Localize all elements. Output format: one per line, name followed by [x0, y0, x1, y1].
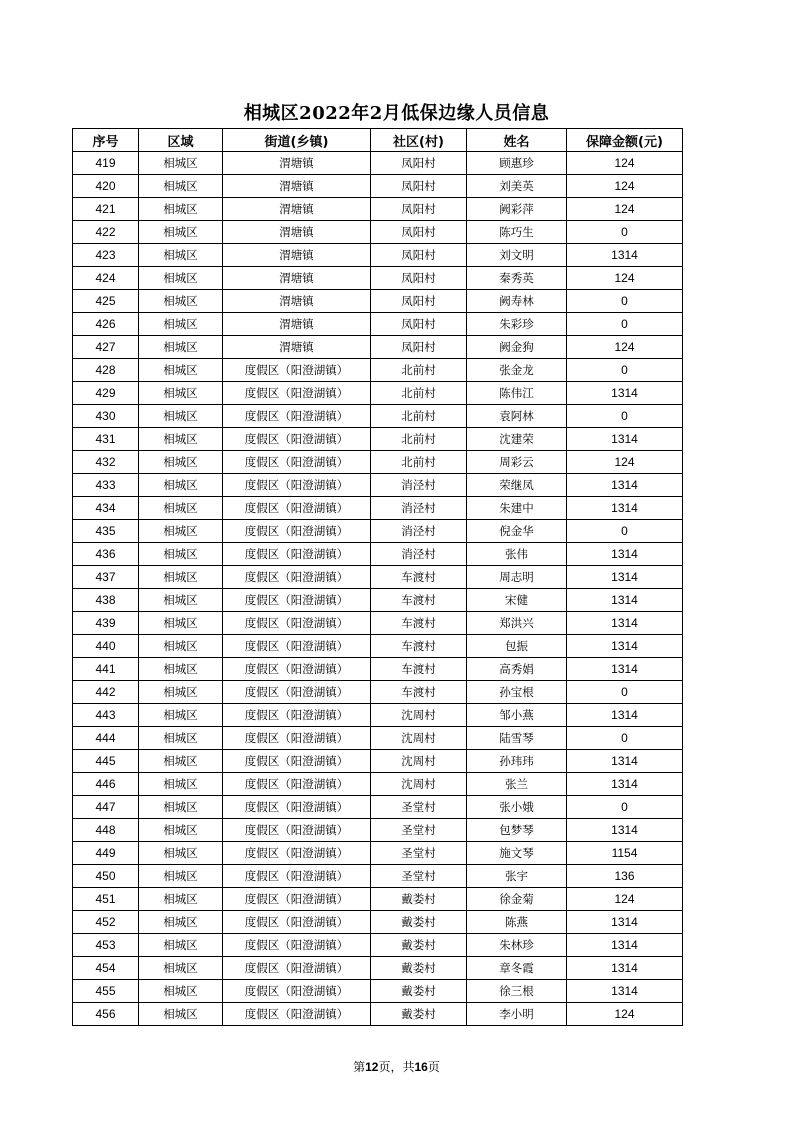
cell-amount: 136 [567, 865, 683, 888]
cell-street: 度假区（阳澄湖镇） [223, 359, 371, 382]
cell-amount: 1154 [567, 842, 683, 865]
cell-district: 相城区 [139, 474, 223, 497]
cell-community: 消泾村 [371, 543, 467, 566]
cell-amount: 1314 [567, 773, 683, 796]
cell-name: 朱彩珍 [467, 313, 567, 336]
cell-community: 圣堂村 [371, 796, 467, 819]
footer-total-pages: 16 [414, 1060, 428, 1074]
cell-district: 相城区 [139, 842, 223, 865]
cell-amount: 1314 [567, 934, 683, 957]
cell-name: 陈巧生 [467, 221, 567, 244]
roster-table [72, 128, 683, 1026]
cell-community: 凤阳村 [371, 152, 467, 175]
cell-name: 郑洪兴 [467, 612, 567, 635]
cell-name: 张兰 [467, 773, 567, 796]
cell-street: 度假区（阳澄湖镇） [223, 681, 371, 704]
cell-name: 张小娥 [467, 796, 567, 819]
cell-index: 431 [73, 428, 139, 451]
table-row [73, 911, 683, 934]
cell-community: 沈周村 [371, 773, 467, 796]
cell-name: 张金龙 [467, 359, 567, 382]
footer-middle: 页，共 [378, 1060, 415, 1074]
cell-street: 度假区（阳澄湖镇） [223, 773, 371, 796]
cell-amount: 0 [567, 520, 683, 543]
table-row [73, 773, 683, 796]
cell-index: 426 [73, 313, 139, 336]
cell-district: 相城区 [139, 382, 223, 405]
column-header-index: 序号 [73, 129, 139, 152]
cell-street: 渭塘镇 [223, 221, 371, 244]
cell-street: 渭塘镇 [223, 336, 371, 359]
cell-amount: 0 [567, 221, 683, 244]
table-row [73, 152, 683, 175]
cell-street: 度假区（阳澄湖镇） [223, 819, 371, 842]
cell-name: 徐金菊 [467, 888, 567, 911]
cell-name: 袁阿林 [467, 405, 567, 428]
cell-district: 相城区 [139, 267, 223, 290]
cell-district: 相城区 [139, 796, 223, 819]
cell-name: 刘美英 [467, 175, 567, 198]
cell-index: 450 [73, 865, 139, 888]
table-row [73, 934, 683, 957]
cell-district: 相城区 [139, 221, 223, 244]
table-row [73, 681, 683, 704]
cell-index: 447 [73, 796, 139, 819]
cell-index: 452 [73, 911, 139, 934]
table-row [73, 635, 683, 658]
table-row [73, 313, 683, 336]
cell-district: 相城区 [139, 497, 223, 520]
cell-index: 433 [73, 474, 139, 497]
cell-community: 车渡村 [371, 612, 467, 635]
cell-district: 相城区 [139, 175, 223, 198]
cell-name: 荣继凤 [467, 474, 567, 497]
table-row [73, 359, 683, 382]
cell-district: 相城区 [139, 589, 223, 612]
table-header-row [73, 129, 683, 152]
cell-name: 张宇 [467, 865, 567, 888]
cell-name: 宋健 [467, 589, 567, 612]
cell-street: 度假区（阳澄湖镇） [223, 543, 371, 566]
table-row [73, 474, 683, 497]
cell-street: 度假区（阳澄湖镇） [223, 704, 371, 727]
table-row [73, 405, 683, 428]
cell-index: 453 [73, 934, 139, 957]
table-row [73, 290, 683, 313]
cell-amount: 0 [567, 727, 683, 750]
cell-amount: 124 [567, 152, 683, 175]
cell-street: 度假区（阳澄湖镇） [223, 957, 371, 980]
cell-community: 戴娄村 [371, 911, 467, 934]
cell-street: 度假区（阳澄湖镇） [223, 635, 371, 658]
cell-index: 425 [73, 290, 139, 313]
cell-index: 456 [73, 1003, 139, 1026]
cell-name: 阙金狗 [467, 336, 567, 359]
cell-community: 北前村 [371, 428, 467, 451]
table-row [73, 658, 683, 681]
cell-index: 440 [73, 635, 139, 658]
table-row [73, 704, 683, 727]
cell-index: 455 [73, 980, 139, 1003]
cell-street: 度假区（阳澄湖镇） [223, 796, 371, 819]
table-row [73, 221, 683, 244]
table-body [73, 152, 683, 1026]
cell-district: 相城区 [139, 1003, 223, 1026]
cell-name: 朱林珍 [467, 934, 567, 957]
footer-suffix: 页 [427, 1060, 440, 1074]
cell-street: 渭塘镇 [223, 152, 371, 175]
cell-name: 秦秀英 [467, 267, 567, 290]
cell-community: 消泾村 [371, 520, 467, 543]
cell-index: 439 [73, 612, 139, 635]
cell-name: 李小明 [467, 1003, 567, 1026]
cell-community: 凤阳村 [371, 198, 467, 221]
cell-amount: 1314 [567, 635, 683, 658]
cell-district: 相城区 [139, 658, 223, 681]
cell-amount: 1314 [567, 750, 683, 773]
cell-amount: 1314 [567, 957, 683, 980]
table-row [73, 819, 683, 842]
cell-name: 陈伟江 [467, 382, 567, 405]
cell-index: 443 [73, 704, 139, 727]
cell-index: 424 [73, 267, 139, 290]
cell-amount: 1314 [567, 980, 683, 1003]
column-header-community: 社区(村) [371, 129, 467, 152]
cell-street: 度假区（阳澄湖镇） [223, 405, 371, 428]
cell-community: 消泾村 [371, 497, 467, 520]
cell-street: 度假区（阳澄湖镇） [223, 497, 371, 520]
cell-community: 车渡村 [371, 681, 467, 704]
table-row [73, 198, 683, 221]
cell-community: 北前村 [371, 405, 467, 428]
cell-community: 圣堂村 [371, 842, 467, 865]
cell-street: 度假区（阳澄湖镇） [223, 451, 371, 474]
cell-district: 相城区 [139, 727, 223, 750]
table-row [73, 175, 683, 198]
table-row [73, 888, 683, 911]
cell-street: 度假区（阳澄湖镇） [223, 934, 371, 957]
cell-name: 阙彩萍 [467, 198, 567, 221]
column-header-district: 区域 [139, 129, 223, 152]
table-row [73, 428, 683, 451]
cell-index: 430 [73, 405, 139, 428]
cell-street: 度假区（阳澄湖镇） [223, 750, 371, 773]
cell-district: 相城区 [139, 244, 223, 267]
cell-index: 436 [73, 543, 139, 566]
cell-index: 419 [73, 152, 139, 175]
cell-community: 凤阳村 [371, 313, 467, 336]
cell-district: 相城区 [139, 428, 223, 451]
column-header-amount: 保障金额(元) [567, 129, 683, 152]
cell-community: 车渡村 [371, 566, 467, 589]
cell-community: 沈周村 [371, 727, 467, 750]
cell-district: 相城区 [139, 681, 223, 704]
cell-street: 度假区（阳澄湖镇） [223, 865, 371, 888]
cell-name: 刘文明 [467, 244, 567, 267]
cell-index: 434 [73, 497, 139, 520]
cell-amount: 1314 [567, 543, 683, 566]
table-row [73, 957, 683, 980]
cell-district: 相城区 [139, 865, 223, 888]
cell-name: 包振 [467, 635, 567, 658]
cell-index: 441 [73, 658, 139, 681]
cell-district: 相城区 [139, 888, 223, 911]
cell-name: 朱建中 [467, 497, 567, 520]
cell-name: 张伟 [467, 543, 567, 566]
cell-amount: 1314 [567, 244, 683, 267]
cell-district: 相城区 [139, 911, 223, 934]
cell-name: 包梦琴 [467, 819, 567, 842]
cell-index: 454 [73, 957, 139, 980]
cell-index: 438 [73, 589, 139, 612]
cell-community: 凤阳村 [371, 336, 467, 359]
cell-index: 422 [73, 221, 139, 244]
cell-community: 凤阳村 [371, 267, 467, 290]
table-row [73, 382, 683, 405]
cell-amount: 124 [567, 1003, 683, 1026]
cell-community: 戴娄村 [371, 888, 467, 911]
cell-name: 周志明 [467, 566, 567, 589]
cell-district: 相城区 [139, 566, 223, 589]
cell-community: 凤阳村 [371, 290, 467, 313]
cell-name: 章冬霞 [467, 957, 567, 980]
cell-amount: 0 [567, 405, 683, 428]
cell-street: 渭塘镇 [223, 267, 371, 290]
table-row [73, 865, 683, 888]
cell-amount: 1314 [567, 382, 683, 405]
cell-district: 相城区 [139, 198, 223, 221]
table-row [73, 796, 683, 819]
footer-page-number: 12 [365, 1060, 379, 1074]
cell-district: 相城区 [139, 313, 223, 336]
cell-index: 449 [73, 842, 139, 865]
cell-community: 车渡村 [371, 589, 467, 612]
cell-street: 度假区（阳澄湖镇） [223, 612, 371, 635]
cell-name: 孙玮玮 [467, 750, 567, 773]
cell-amount: 0 [567, 290, 683, 313]
cell-community: 车渡村 [371, 635, 467, 658]
cell-name: 施文琴 [467, 842, 567, 865]
cell-amount: 1314 [567, 566, 683, 589]
cell-district: 相城区 [139, 635, 223, 658]
cell-district: 相城区 [139, 957, 223, 980]
page-footer [0, 1058, 793, 1075]
cell-index: 432 [73, 451, 139, 474]
cell-district: 相城区 [139, 750, 223, 773]
cell-amount: 1314 [567, 819, 683, 842]
cell-street: 度假区（阳澄湖镇） [223, 382, 371, 405]
cell-name: 阙寿林 [467, 290, 567, 313]
cell-amount: 124 [567, 198, 683, 221]
cell-community: 消泾村 [371, 474, 467, 497]
cell-street: 度假区（阳澄湖镇） [223, 658, 371, 681]
cell-amount: 124 [567, 888, 683, 911]
cell-amount: 124 [567, 451, 683, 474]
cell-name: 陆雪琴 [467, 727, 567, 750]
cell-name: 沈建荣 [467, 428, 567, 451]
table-row [73, 497, 683, 520]
table-row [73, 267, 683, 290]
cell-street: 度假区（阳澄湖镇） [223, 1003, 371, 1026]
cell-amount: 1314 [567, 704, 683, 727]
cell-community: 北前村 [371, 382, 467, 405]
cell-street: 度假区（阳澄湖镇） [223, 566, 371, 589]
cell-district: 相城区 [139, 612, 223, 635]
table-row [73, 244, 683, 267]
cell-name: 倪金华 [467, 520, 567, 543]
cell-street: 渭塘镇 [223, 175, 371, 198]
table-row [73, 980, 683, 1003]
cell-district: 相城区 [139, 290, 223, 313]
cell-community: 凤阳村 [371, 175, 467, 198]
cell-name: 孙宝根 [467, 681, 567, 704]
cell-index: 437 [73, 566, 139, 589]
cell-street: 渭塘镇 [223, 290, 371, 313]
cell-amount: 1314 [567, 612, 683, 635]
cell-amount: 1314 [567, 428, 683, 451]
cell-street: 度假区（阳澄湖镇） [223, 474, 371, 497]
column-header-street: 街道(乡镇) [223, 129, 371, 152]
cell-amount: 0 [567, 796, 683, 819]
cell-district: 相城区 [139, 934, 223, 957]
cell-street: 度假区（阳澄湖镇） [223, 520, 371, 543]
cell-index: 428 [73, 359, 139, 382]
table-row [73, 451, 683, 474]
cell-street: 度假区（阳澄湖镇） [223, 589, 371, 612]
cell-district: 相城区 [139, 819, 223, 842]
cell-community: 北前村 [371, 359, 467, 382]
cell-street: 渭塘镇 [223, 198, 371, 221]
table-row [73, 520, 683, 543]
cell-amount: 0 [567, 681, 683, 704]
cell-community: 凤阳村 [371, 244, 467, 267]
cell-amount: 1314 [567, 589, 683, 612]
cell-street: 渭塘镇 [223, 244, 371, 267]
cell-street: 度假区（阳澄湖镇） [223, 428, 371, 451]
cell-community: 圣堂村 [371, 819, 467, 842]
cell-amount: 0 [567, 359, 683, 382]
cell-name: 高秀娟 [467, 658, 567, 681]
table-row [73, 750, 683, 773]
cell-community: 戴娄村 [371, 957, 467, 980]
cell-district: 相城区 [139, 773, 223, 796]
cell-index: 444 [73, 727, 139, 750]
table-row [73, 589, 683, 612]
cell-index: 420 [73, 175, 139, 198]
cell-name: 顾惠珍 [467, 152, 567, 175]
cell-name: 邹小燕 [467, 704, 567, 727]
cell-community: 车渡村 [371, 658, 467, 681]
table-row [73, 543, 683, 566]
cell-community: 圣堂村 [371, 865, 467, 888]
cell-amount: 124 [567, 267, 683, 290]
table-row [73, 1003, 683, 1026]
cell-index: 445 [73, 750, 139, 773]
cell-district: 相城区 [139, 405, 223, 428]
cell-community: 沈周村 [371, 704, 467, 727]
table-row [73, 727, 683, 750]
cell-street: 度假区（阳澄湖镇） [223, 911, 371, 934]
cell-amount: 0 [567, 313, 683, 336]
cell-index: 451 [73, 888, 139, 911]
cell-index: 442 [73, 681, 139, 704]
cell-name: 周彩云 [467, 451, 567, 474]
table-row [73, 842, 683, 865]
cell-amount: 1314 [567, 911, 683, 934]
cell-district: 相城区 [139, 543, 223, 566]
cell-index: 427 [73, 336, 139, 359]
cell-name: 徐三根 [467, 980, 567, 1003]
column-header-name: 姓名 [467, 129, 567, 152]
cell-street: 渭塘镇 [223, 313, 371, 336]
footer-prefix: 第 [353, 1060, 366, 1074]
cell-street: 度假区（阳澄湖镇） [223, 727, 371, 750]
cell-district: 相城区 [139, 704, 223, 727]
page-title: 相城区2022年2月低保边缘人员信息 [243, 103, 550, 124]
cell-community: 戴娄村 [371, 980, 467, 1003]
cell-district: 相城区 [139, 520, 223, 543]
cell-street: 度假区（阳澄湖镇） [223, 842, 371, 865]
cell-index: 448 [73, 819, 139, 842]
cell-amount: 1314 [567, 497, 683, 520]
cell-community: 戴娄村 [371, 934, 467, 957]
cell-index: 446 [73, 773, 139, 796]
cell-community: 戴娄村 [371, 1003, 467, 1026]
cell-district: 相城区 [139, 980, 223, 1003]
cell-amount: 1314 [567, 474, 683, 497]
cell-district: 相城区 [139, 451, 223, 474]
cell-district: 相城区 [139, 336, 223, 359]
cell-index: 429 [73, 382, 139, 405]
cell-amount: 124 [567, 175, 683, 198]
cell-community: 凤阳村 [371, 221, 467, 244]
cell-community: 沈周村 [371, 750, 467, 773]
cell-community: 北前村 [371, 451, 467, 474]
table-row [73, 336, 683, 359]
cell-index: 423 [73, 244, 139, 267]
cell-name: 陈燕 [467, 911, 567, 934]
cell-street: 度假区（阳澄湖镇） [223, 888, 371, 911]
cell-street: 度假区（阳澄湖镇） [223, 980, 371, 1003]
table-row [73, 566, 683, 589]
cell-amount: 124 [567, 336, 683, 359]
cell-district: 相城区 [139, 152, 223, 175]
cell-index: 421 [73, 198, 139, 221]
cell-index: 435 [73, 520, 139, 543]
cell-amount: 1314 [567, 658, 683, 681]
cell-district: 相城区 [139, 359, 223, 382]
table-row [73, 612, 683, 635]
